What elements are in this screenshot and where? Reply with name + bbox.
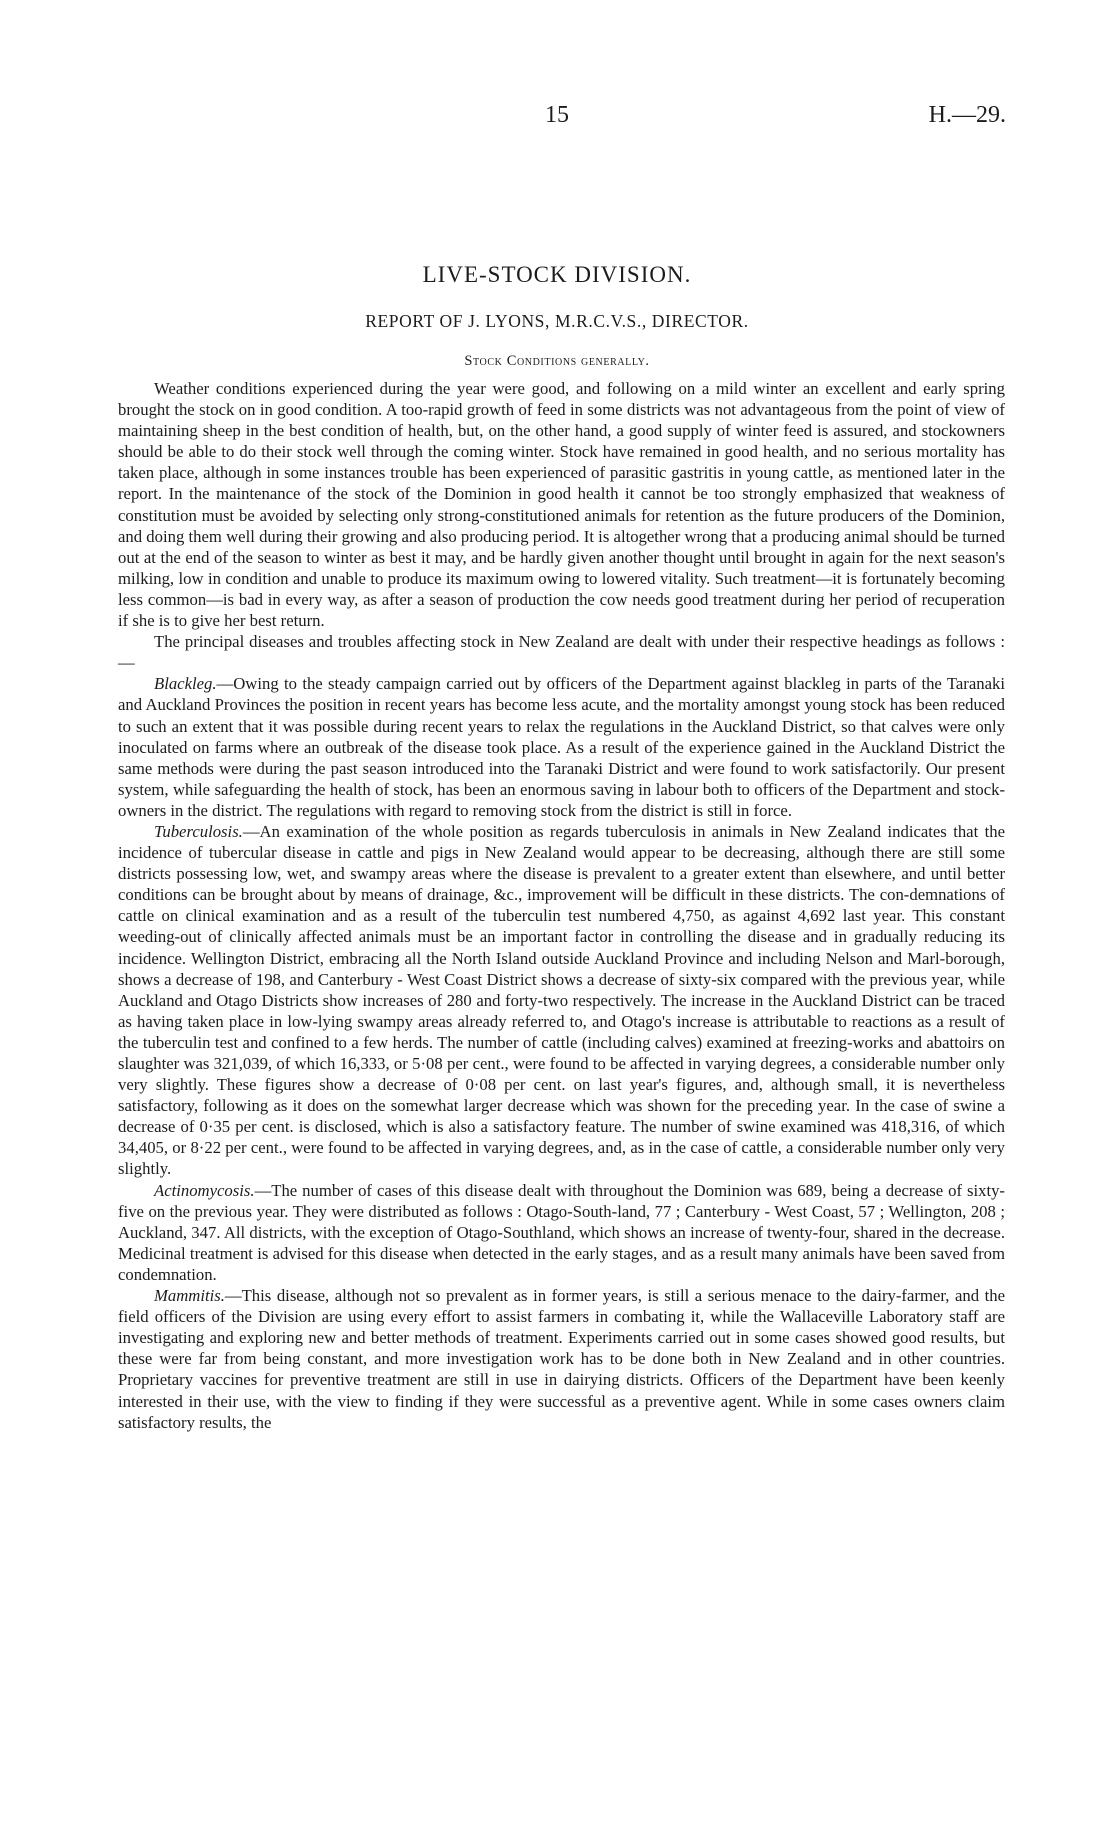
document-reference: H.—29.: [928, 102, 1006, 128]
paragraph-blackleg: [118, 673, 1005, 821]
paragraph-tuberculosis: [118, 821, 1005, 1180]
page-header: [0, 102, 1114, 136]
paragraph-text: Weather conditions experienced during the year were good, and following on a mild winter an excellent and early spring brought the stock on in good condition. A too-rapid growth of feed in some districts was not advantageous from the point of view of maintaining sheep in the best condition of health, but, on the other hand, a good supply of winter feed is assured, and stockowners should be able to do their stock well through the coming winter. Stock have remained in good health, and no serious mortality has taken place, although in some instances trouble has been experienced of parasitic gastritis in young cattle, as mentioned later in the report. In the maintenance of the stock of the Dominion in good health it cannot be too strongly emphasized that weakness of constitution must be avoided by selecting only strong-constitutioned animals for retention as the future producers of the Dominion, and doing them well during their growing and also producing period. It is altogether wrong that a producing animal should be turned out at the end of the season to winter as best it may, and be hardly given another thought until brought in again for the next season's milking, low in condition and unable to produce its maximum owing to lowered vitality. Such treatment—it is fortunately becoming less common—is bad in every way, as after a season of production the cow needs good treatment during her period of recuperation if she is to give her best return.: [118, 379, 1005, 631]
report-body: [118, 378, 1005, 1433]
paragraph-diseases-intro: [118, 631, 1005, 673]
division-title: LIVE-STOCK DIVISION.: [422, 262, 692, 287]
paragraph-text: —An examination of the whole position as regards tuberculosis in animals in New Zealand indicates that the incidence of tubercular disease in cattle and pigs in New Zealand would appear to be decreasing, although there are still some districts possessing low, wet, and swampy areas where the disease is prevalent to a greater extent than elsewhere, and until better conditions can be brought about by means of drainage, &c., improvement will be difficult in these districts. The con-demnations of cattle on clinical examination and as a result of the tuberculin test numbered 4,750, as against 4,692 last year. This constant weeding-out of clinically affected animals must be an important factor in controlling the disease and in gradually reducing its incidence. Wellington District, embracing all the North Island outside Auckland Province and including Nelson and Marl-borough, shows a decrease of 198, and Canterbury - West Coast District shows a decrease of sixty-six compared with the previous year, while Auckland and Otago Districts show increases of 280 and forty-two respectively. The increase in the Auckland District can be traced as having taken place in low-lying swampy areas already referred to, and Otago's increase is attributable to reactions as a result of the tuberculin test and confined to a few herds. The number of cattle (including calves) examined at freezing-works and abattoirs on slaughter was 321,039, of which 16,333, or 5·08 per cent., were found to be affected in varying degrees, a considerable number only very slightly. These figures show a decrease of 0·08 per cent. on last year's figures, and, although small, it is nevertheless satisfactory, following as it does on the somewhat larger decrease which was shown for the preceding year. In the case of swine a decrease of 0·35 per cent. is disclosed, which is also a satisfactory feature. The number of swine examined was 418,316, of which 34,405, or 8·22 per cent., were found to be affected in varying degrees, and, as in the case of cattle, a considerable number only very slightly.: [118, 821, 1005, 1179]
paragraph-text: —This disease, although not so prevalent as in former years, is still a serious menace to the dairy-farmer, and the field officers of the Division are using every effort to assist farmers in combating it, while the Wallaceville Laboratory staff are investigating and exploring new and better methods of treatment. Experiments carried out in some cases showed good results, but these were far from being constant, and more investigation work has to be done both in New Zealand and in other countries. Proprietary vaccines for preventive treatment are still in use in dairying districts. Officers of the Department have been keenly interested in their use, with the view to finding if they were successful as a preventive agent. While in some cases owners claim satisfactory results, the: [118, 1286, 1005, 1432]
page-number: 15: [545, 102, 569, 128]
paragraph-stock-conditions: [118, 378, 1005, 631]
section-heading: Stock Conditions generally.: [464, 353, 650, 369]
paragraph-mammitis: [118, 1285, 1005, 1433]
run-in-heading-tuberculosis: Tuberculosis.: [154, 821, 243, 841]
run-in-heading-actinomycosis: Actinomycosis.: [154, 1180, 255, 1200]
paragraph-text: —Owing to the steady campaign carried out by officers of the Department against blackleg in parts of the Taranaki and Auckland Provinces the position in recent years has become less acute, and the mortality amongst young stock has been reduced to such an extent that it was possible during recent years to relax the regulations in the Auckland District, so that calves were only inoculated on farms where an outbreak of the disease took place. As a result of the experience gained in the Auckland District the same methods were during the past season introduced into the Taranaki District and were found to work satisfactorily. Our present system, while safeguarding the health of stock, has been an enormous saving in labour both to officers of the Department and stock-owners in the district. The regulations with regard to removing stock from the district is still in force.: [118, 674, 1005, 820]
paragraph-text: —The number of cases of this disease dealt with throughout the Dominion was 689, being a decrease of sixty-five on the previous year. They were distributed as follows : Otago-South-land, 77 ; Canterbury - West Coast, 57 ; Wellington, 208 ; Auckland, 347. All districts, with the exception of Otago-Southland, which shows an increase of twenty-four, shared in the decrease. Medicinal treatment is advised for this disease when detected in the early stages, and as a result many animals have been saved from condemnation.: [118, 1180, 1005, 1284]
paragraph-text: The principal diseases and troubles affecting stock in New Zealand are dealt with under their respective headings as follows :—: [118, 632, 1005, 673]
run-in-heading-blackleg: Blackleg.: [154, 674, 217, 694]
report-subtitle: REPORT OF J. LYONS, M.R.C.V.S., DIRECTOR.: [365, 311, 749, 331]
run-in-heading-mammitis: Mammitis.: [154, 1286, 225, 1306]
paragraph-actinomycosis: [118, 1180, 1005, 1285]
